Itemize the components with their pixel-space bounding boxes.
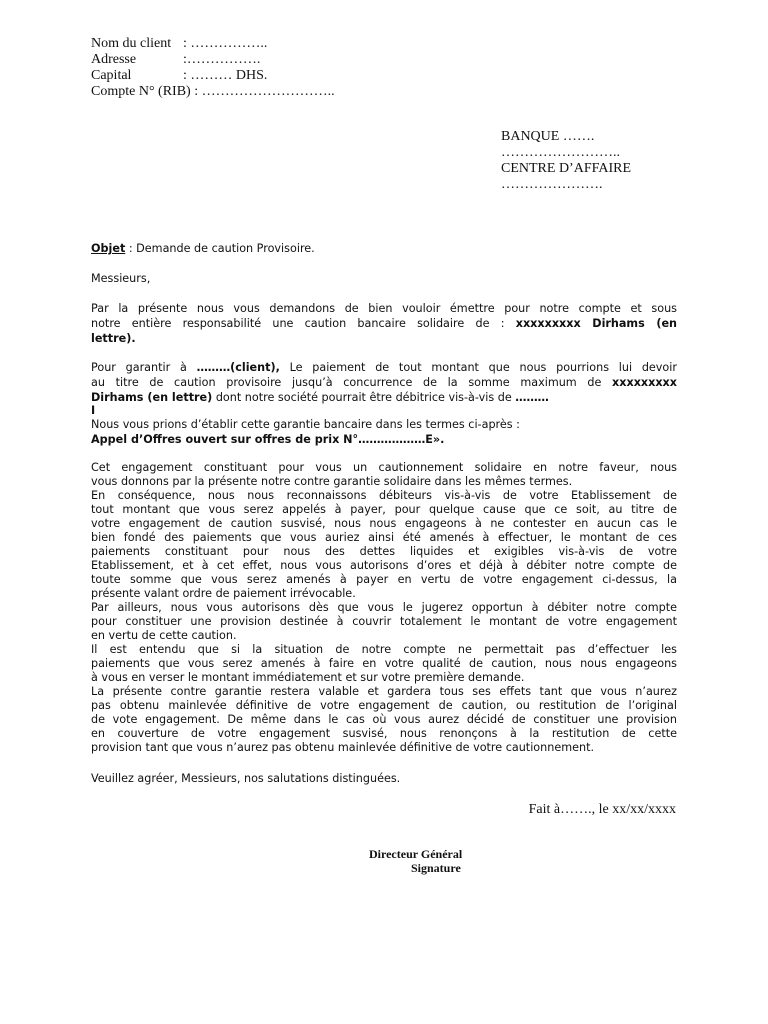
body-line: Cet engagement constituant pour vous un cautionnement solidaire en notre faveur, nous <box>91 461 677 474</box>
client-capital-line <box>91 68 267 84</box>
client-address-value: :……………. <box>183 52 261 67</box>
body-line: En conséquence, nous nous reconnaissons débiteurs vis-à-vis de votre Etablissement de <box>91 489 677 502</box>
salutation: Messieurs, <box>91 272 151 285</box>
body-line: Etablissement, et à cet effet, nous vous autorisons d’ores et déjà à débiter notre compte de <box>91 559 677 572</box>
closing-formula: Veuillez agréer, Messieurs, nos salutations distinguées. <box>91 772 401 785</box>
body-line: vous donnons par la présente notre contre garantie solidaire dans les mêmes termes. <box>91 475 573 488</box>
body-line: toute somme que vous serez amenés à payer en vertu de votre engagement ci-dessus, la <box>91 573 677 586</box>
body-line: bien fondé des paiements que vous auriez ainsi été amenés à effectuer, le montant de ces <box>91 531 677 544</box>
body-line: votre engagement de caution susvisé, nous nous engageons à ne contester en aucun cas le <box>91 517 677 530</box>
body-line: provision tant que vous n’aurez pas obtenu mainlevée définitive de votre cautionnement. <box>91 741 595 754</box>
para1-line3: lettre). <box>91 332 136 345</box>
para2-line4: I <box>91 404 96 417</box>
subject-label: Objet <box>91 242 126 255</box>
subject-text: : Demande de caution Provisoire. <box>125 242 315 255</box>
body-line: en vertu de cette caution. <box>91 629 237 642</box>
body-line: tout montant que vous serez appelés à payer, pour quelque cause que ce soit, au titre de <box>91 503 677 516</box>
business-centre: CENTRE D’AFFAIRE <box>501 161 632 176</box>
bank-name: BANQUE ……. <box>501 129 595 144</box>
signatory-title: Directeur Général <box>369 847 463 861</box>
subject-line <box>91 242 315 255</box>
place-date-line: Fait à……., le xx/xx/xxxx <box>528 802 676 817</box>
body-line: Il est entendu que si la situation de notre compte ne permettait pas d’effectuer les <box>91 643 677 656</box>
client-address-label: Adresse <box>91 52 137 67</box>
para2-line1 <box>91 361 677 374</box>
client-name-value: : …………….. <box>183 36 268 51</box>
para1-line2-text: notre entière responsabilité une caution bancaire solidaire de : <box>91 317 516 330</box>
para2-l1-text: Pour garantir à <box>91 361 197 374</box>
para2-line3 <box>91 391 549 404</box>
para1-line1: Par la présente nous vous demandons de bien vouloir émettre pour notre compte et sous <box>91 302 677 315</box>
signature-label: Signature <box>411 861 461 875</box>
para1-amount: xxxxxxxxx Dirhams (en <box>515 317 677 330</box>
para2-l1-rest: Le paiement de tout montant que nous pourrions lui devoir <box>279 361 677 374</box>
body-line: paiements que vous serez amenés à faire en votre qualité de caution, nous nous engageons <box>91 657 677 670</box>
para2-amount-words: Dirhams (en lettre) <box>91 391 213 404</box>
tender-reference: Appel d’Offres ouvert sur offres de prix N°………………E». <box>91 433 445 446</box>
para2-l2-text: au titre de caution provisoire jusqu’à concurrence de la somme maximum de <box>91 376 613 389</box>
bank-dots-line: …………………….. <box>501 145 620 160</box>
para1-line2 <box>91 317 677 330</box>
para2-l3-dots: ……… <box>515 391 549 404</box>
para2-client: ………(client), <box>196 361 280 374</box>
body-line: présente valant ordre de paiement irrévocable. <box>91 587 356 600</box>
body-line: pas obtenu mainlevée définitive de votre engagement de caution, ou restitution de l’original <box>91 699 677 712</box>
body-line: en couverture de votre engagement susvisé, nous renonçons à la restitution de cette <box>91 727 677 740</box>
client-capital-value: : ……… DHS. <box>183 68 268 83</box>
body-line: La présente contre garantie restera valable et gardera tous ses effets tant que vous n’aurez <box>91 685 677 698</box>
body-line: à vous en verser le montant immédiatement et sur votre première demande. <box>91 671 525 684</box>
business-centre-dots: …………………. <box>501 177 603 192</box>
client-name-label: Nom du client <box>91 36 172 51</box>
client-account-line: Compte N° (RIB) : ……………………….. <box>91 84 335 99</box>
para2-line2 <box>91 376 677 389</box>
body-line: Par ailleurs, nous vous autorisons dès que vous le jugerez opportun à débiter notre compte <box>91 601 677 614</box>
para2-amount: xxxxxxxxx <box>612 376 677 389</box>
body-line: pour constituer une provision destinée à couvrir totalement le montant de votre engagement <box>91 615 677 628</box>
client-capital-label: Capital <box>91 68 132 83</box>
para2-line5: Nous vous prions d’établir cette garantie bancaire dans les termes ci-après : <box>91 418 520 431</box>
body-line: paiements constituant pour nous des dettes liquides et exigibles vis-à-vis de votre <box>91 545 677 558</box>
para2-l3-text: dont notre société pourrait être débitrice vis-à-vis de <box>212 391 516 404</box>
client-address-line <box>91 52 260 68</box>
body-line: de vote engagement. De même dans le cas où vous aurez décidé de constituer une provision <box>91 713 677 726</box>
client-name-line <box>91 36 267 52</box>
